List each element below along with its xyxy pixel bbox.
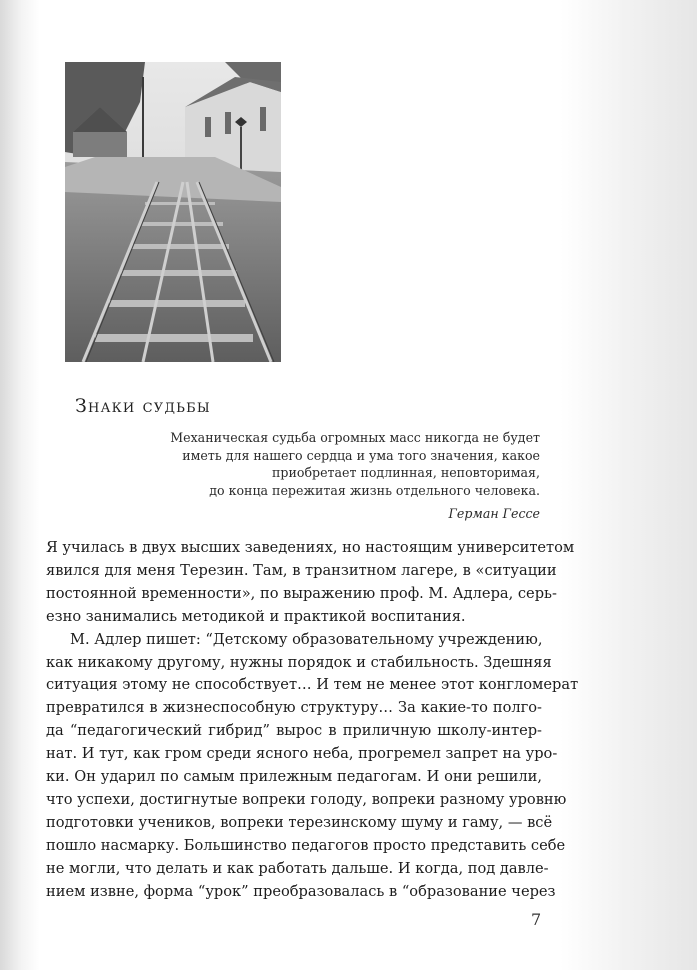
text-line: ситуация этому не способствует… И тем не менее этот конгломерат xyxy=(46,676,579,694)
text-line: нием извне, форма “урок” преобразовалась в “образование через xyxy=(46,882,556,900)
railway-tracks-image xyxy=(65,62,281,362)
epigraph-author: Герман Гессе xyxy=(448,506,540,522)
text-line: езно занимались методикой и практикой воспитания. xyxy=(46,607,466,625)
epigraph-line: приобретает подлинная, неповторимая, xyxy=(272,465,540,481)
page-number: 7 xyxy=(531,910,542,929)
epigraph xyxy=(160,429,540,523)
text-line: явился для меня Терезин. Там, в транзитном лагере, в «ситуации xyxy=(46,561,557,579)
railway-photo xyxy=(65,62,281,362)
epigraph-line: до конца пережитая жизнь отдельного человека. xyxy=(209,482,540,498)
text-line: М. Адлер пишет: “Детскому образовательному учреждению, xyxy=(70,630,543,648)
text-line: нат. И тут, как гром среди ясного неба, прогремел запрет на уро- xyxy=(46,745,558,763)
text-line: превратился в жизнеспособную структуру… За какие-то полго- xyxy=(46,699,542,717)
epigraph-line: иметь для нашего сердца и ума того значения, какое xyxy=(182,447,540,463)
body-text xyxy=(46,537,579,904)
chapter-title: Знаки судьбы xyxy=(75,395,211,417)
text-line: да “педагогический гибрид” вырос в приличную школу-интер- xyxy=(46,722,542,740)
text-line: не могли, что делать и как работать дальше. И когда, под давле- xyxy=(46,859,549,877)
text-line: ки. Он ударил по самым прилежным педагогам. И они решили, xyxy=(46,768,542,786)
epigraph-line: Механическая судьба огромных масс никогда не будет xyxy=(170,430,540,445)
text-line: как никакому другому, нужны порядок и стабильность. Здешняя xyxy=(46,653,552,671)
text-line: подготовки учеников, вопреки терезинскому шуму и гаму, — всё xyxy=(46,813,553,831)
text-line: постоянной временности», по выражению проф. М. Адлера, серь- xyxy=(46,584,557,602)
text-line: пошло насмарку. Большинство педагогов просто представить себе xyxy=(46,836,566,854)
text-line: что успехи, достигнутые вопреки голоду, вопреки разному уровню xyxy=(46,790,567,808)
text-line: Я училась в двух высших заведениях, но настоящим университетом xyxy=(46,539,575,556)
